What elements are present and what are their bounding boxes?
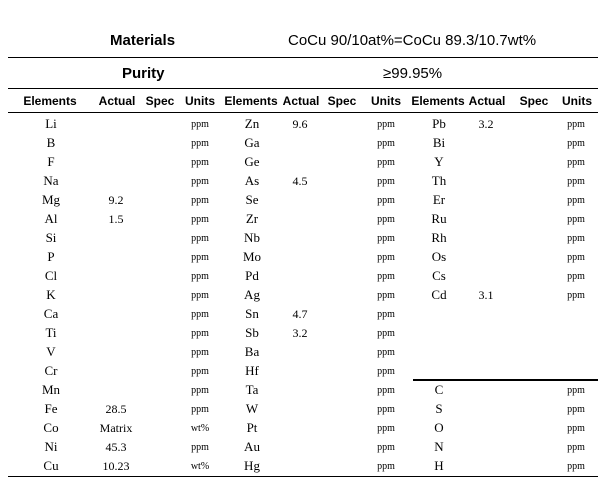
element-symbol: Ca [43, 306, 59, 321]
unit-label: ppm [567, 461, 585, 472]
element-symbol: S [435, 401, 443, 416]
unit-label: ppm [191, 119, 209, 130]
column-header-elements-2: Elements [224, 94, 278, 108]
actual-value: 3.1 [478, 288, 494, 302]
element-symbol: C [434, 382, 444, 397]
unit-label: ppm [191, 252, 209, 263]
unit-label: ppm [377, 309, 395, 320]
actual-value: 3.2 [478, 117, 494, 131]
unit-label: ppm [567, 423, 585, 434]
element-symbol: Pt [246, 420, 258, 435]
element-symbol: Cr [44, 363, 58, 378]
unit-label: ppm [377, 119, 395, 130]
element-symbol: Ga [244, 135, 260, 150]
column-header-units-2: Units [371, 94, 401, 108]
element-symbol: Sb [245, 325, 259, 340]
unit-label: wt% [190, 423, 210, 434]
column-header-elements-1: Elements [23, 94, 77, 108]
unit-label: wt% [190, 461, 210, 472]
unit-label: ppm [567, 157, 585, 168]
actual-value: 45.3 [105, 440, 127, 454]
actual-value: 9.6 [292, 117, 308, 131]
unit-label: ppm [191, 176, 209, 187]
element-symbol: P [47, 249, 55, 264]
unit-label: ppm [191, 347, 209, 358]
unit-label: ppm [191, 328, 209, 339]
purity-value: ≥99.95% [383, 65, 443, 82]
actual-value: 1.5 [108, 212, 124, 226]
unit-label: ppm [191, 271, 209, 282]
element-symbol: Ta [245, 382, 259, 397]
unit-label: ppm [191, 157, 209, 168]
column-header-actual-3: Actual [468, 94, 506, 108]
header-rule-top [8, 57, 598, 58]
element-symbol: Li [45, 116, 57, 131]
element-symbol: Si [45, 230, 57, 245]
unit-label: ppm [567, 290, 585, 301]
unit-label: ppm [191, 138, 209, 149]
element-symbol: Cl [44, 268, 58, 283]
purity-label: Purity [122, 65, 165, 82]
element-symbol: Mo [242, 249, 262, 264]
element-symbol: Mg [41, 192, 61, 207]
unit-label: ppm [377, 328, 395, 339]
column-header-rule [8, 112, 598, 113]
element-symbol: Sn [245, 306, 259, 321]
element-symbol: Fe [44, 401, 58, 416]
actual-value: 4.5 [292, 174, 308, 188]
element-symbol: As [244, 173, 260, 188]
table-bottom-rule [8, 476, 598, 477]
column-header-units-3: Units [562, 94, 592, 108]
unit-label: ppm [377, 252, 395, 263]
unit-label: ppm [567, 176, 585, 187]
actual-value: 10.23 [102, 459, 130, 473]
materials-value: CoCu 90/10at%=CoCu 89.3/10.7wt% [288, 32, 537, 49]
element-symbol: Cu [43, 458, 59, 473]
element-symbol: Y [434, 154, 444, 169]
unit-label: ppm [567, 404, 585, 415]
column-header-spec-1: Spec [145, 94, 175, 108]
unit-label: ppm [377, 404, 395, 415]
element-symbol: Ti [45, 325, 57, 340]
unit-label: ppm [567, 442, 585, 453]
actual-value: 4.7 [292, 307, 308, 321]
element-symbol: Os [431, 249, 447, 264]
element-symbol: Ba [244, 344, 260, 359]
unit-label: ppm [191, 404, 209, 415]
element-symbol: Hf [245, 363, 259, 378]
element-symbol: B [46, 135, 56, 150]
unit-label: ppm [191, 309, 209, 320]
actual-value: 28.5 [105, 402, 127, 416]
unit-label: ppm [567, 252, 585, 263]
unit-label: ppm [377, 195, 395, 206]
element-symbol: Er [432, 192, 446, 207]
element-symbol: W [245, 401, 259, 416]
element-symbol: Al [44, 211, 58, 226]
header-rule-bottom [8, 88, 598, 89]
unit-label: ppm [377, 233, 395, 244]
actual-value: Matrix [99, 421, 133, 435]
element-symbol: Na [43, 173, 59, 188]
element-symbol: Zn [244, 116, 260, 131]
element-symbol: V [46, 344, 56, 359]
column-header-units-1: Units [185, 94, 215, 108]
unit-label: ppm [377, 347, 395, 358]
column-header-spec-3: Spec [519, 94, 549, 108]
unit-label: ppm [191, 385, 209, 396]
unit-label: ppm [377, 214, 395, 225]
unit-label: ppm [377, 157, 395, 168]
element-symbol: O [434, 420, 444, 435]
unit-label: ppm [191, 195, 209, 206]
unit-label: ppm [191, 442, 209, 453]
column-header-actual-1: Actual [98, 94, 136, 108]
unit-label: ppm [377, 442, 395, 453]
element-symbol: Nb [244, 230, 260, 245]
element-symbol: Cd [431, 287, 447, 302]
unit-label: ppm [377, 385, 395, 396]
actual-value: 3.2 [292, 326, 308, 340]
column-header-elements-3: Elements [411, 94, 465, 108]
unit-label: ppm [191, 214, 209, 225]
unit-label: ppm [377, 423, 395, 434]
unit-label: ppm [567, 271, 585, 282]
element-symbol: Th [431, 173, 447, 188]
column-header-actual-2: Actual [282, 94, 320, 108]
unit-label: ppm [377, 271, 395, 282]
unit-label: ppm [377, 461, 395, 472]
unit-label: ppm [567, 195, 585, 206]
element-symbol: Pd [245, 268, 259, 283]
element-symbol: Rh [431, 230, 447, 245]
element-symbol: Ag [244, 287, 260, 302]
element-symbol: Pb [432, 116, 446, 131]
unit-label: ppm [567, 214, 585, 225]
element-symbol: N [434, 439, 444, 454]
unit-label: ppm [567, 385, 585, 396]
element-symbol: F [47, 154, 55, 169]
element-symbol: Bi [432, 135, 446, 150]
unit-label: ppm [191, 233, 209, 244]
element-symbol: Hg [244, 458, 260, 473]
unit-label: ppm [377, 176, 395, 187]
gas-section-rule [413, 379, 598, 381]
unit-label: ppm [567, 233, 585, 244]
element-symbol: Ni [44, 439, 58, 454]
unit-label: ppm [567, 119, 585, 130]
unit-label: ppm [191, 290, 209, 301]
element-symbol: Ge [244, 154, 260, 169]
unit-label: ppm [377, 290, 395, 301]
element-symbol: Au [244, 439, 260, 454]
element-symbol: Se [245, 192, 259, 207]
column-header-spec-2: Spec [327, 94, 357, 108]
unit-label: ppm [567, 138, 585, 149]
element-symbol: Ru [431, 211, 447, 226]
element-symbol: Cs [432, 268, 446, 283]
unit-label: ppm [377, 366, 395, 377]
element-symbol: H [434, 458, 444, 473]
unit-label: ppm [191, 366, 209, 377]
unit-label: ppm [377, 138, 395, 149]
element-symbol: K [46, 287, 56, 302]
element-symbol: Mn [41, 382, 61, 397]
element-symbol: Co [43, 420, 59, 435]
element-symbol: Zr [245, 211, 259, 226]
materials-label: Materials [110, 32, 176, 49]
actual-value: 9.2 [108, 193, 124, 207]
